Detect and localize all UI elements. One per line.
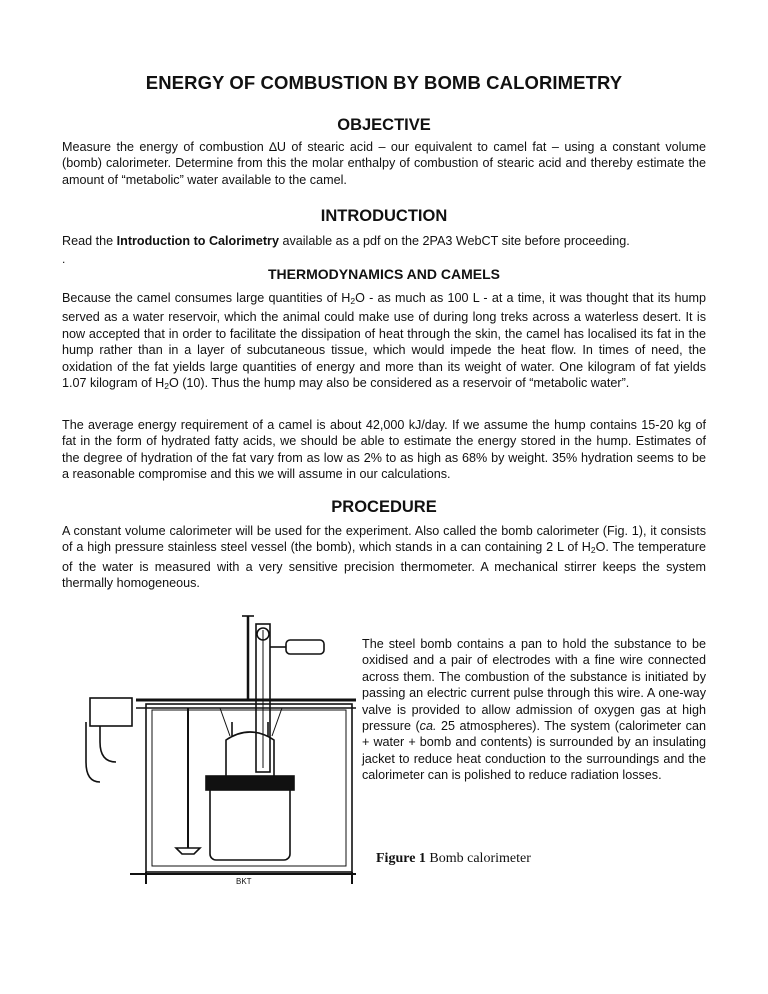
page-title: ENERGY OF COMBUSTION BY BOMB CALORIMETRY — [145, 72, 623, 93]
part-label: BKT — [236, 877, 252, 886]
bomb-calorimeter-figure — [60, 612, 360, 892]
thermodynamics-heading: THERMODYNAMICS AND CAMELS — [267, 266, 501, 282]
intro-text-end: available as a pdf on the 2PA3 WebCT site before proceeding. — [278, 234, 630, 248]
objective-heading: OBJECTIVE — [337, 116, 431, 134]
objective-text-end: of stearic acid – our equivalent to camel fat – using a constant volume (bomb) calorimeter. Determine from this the molar enthalpy of combustion of stearic acid and thereby estimate the amount of “metabolic” water available to the camel. — [62, 140, 706, 187]
can-rim — [206, 776, 294, 790]
intro-text-start: Read the — [62, 234, 117, 248]
lead-wire — [220, 708, 230, 736]
camel-paragraph-1 — [62, 290, 706, 394]
camel-p1-text-b: O - as much as 100 L - at a time, it was thought that its hump served as a water reservoir, which the animal could make use of during long treks across a waterless desert. It is now accepted that in order to facilitate the dissipation of heat through the skin, the camel has localised its fat in the hump rather than in a layer of subcutaneous tissue, which would impede the heat flow. In times of need, the oxidation of the fat yields large quantities of energy and more than its weight of water. One kilogram of fat yields 1.07 kilogram of H — [62, 291, 706, 391]
figure-description — [362, 636, 706, 784]
introduction-heading: INTRODUCTION — [320, 207, 448, 225]
figure-description-text-a: The steel bomb contains a pan to hold the substance to be oxidised and a pair of electrodes with a fine wire connected across them. The combustion of the substance is initiated by passing an electric current pulse through this wire. A one-way valve is provided to allow admission of oxygen gas at high pressure ( — [362, 637, 706, 734]
figure-caption-text: Bomb calorimeter — [425, 851, 531, 866]
subscript-2: 2 — [590, 545, 596, 556]
camel-p1-text-c: O (10). Thus the hump may also be considered as a reservoir of “metabolic water”. — [168, 376, 630, 391]
subscript-2: 2 — [350, 296, 356, 306]
procedure-text-a: A constant volume calorimeter will be used for the experiment. Also called the bomb calorimeter (Fig. 1), it consists of a high pressure stainless steel vessel (the bomb), which stands in a can containing 2 L of H — [62, 524, 706, 555]
calorimeter-can — [210, 780, 290, 860]
objective-paragraph — [62, 139, 706, 188]
objective-text-start: Measure the energy of combustion — [62, 140, 270, 154]
lead-wire — [272, 708, 282, 736]
subscript-2: 2 — [164, 381, 169, 392]
procedure-heading: PROCEDURE — [331, 498, 437, 516]
camel-p1-text-a: Because the camel consumes large quantities of H — [62, 291, 351, 305]
stray-period: . — [62, 252, 66, 266]
introduction-paragraph — [62, 233, 706, 249]
delta-u-symbol: ∆U — [269, 140, 286, 154]
bomb-vessel — [226, 732, 274, 776]
stirrer-motor — [90, 698, 132, 726]
stirrer-blade — [176, 848, 200, 854]
figure-caption — [376, 851, 531, 867]
circa-abbreviation: ca. — [419, 719, 437, 734]
motor-cable — [100, 726, 116, 762]
intro-calorimetry-reference: Introduction to Calorimetry — [116, 234, 279, 248]
procedure-paragraph — [62, 523, 706, 592]
camel-paragraph-2: The average energy requirement of a camel is about 42,000 kJ/day. If we assume the hump contains 15-20 kg of fat in the form of hydrated fatty acids, we should be able to estimate the energy stored in the hump. Estimates of the degree of hydration of the fat vary from as low as 2% to as high as 68% by weight. 35% hydration seems to be a reasonable compromise and this we will assume in our calculations. — [62, 418, 706, 482]
procedure-text-b: O. The temperature of the water is measured with a very sensitive precision thermometer. A mechanical stirrer keeps the system thermally homogeneous. — [62, 540, 706, 591]
reading-lens — [286, 640, 324, 654]
figure-description-text-b: 25 atmospheres). The system (calorimeter can + water + bomb and contents) is surrounded by an insulating jacket to reduce heat conduction to the surroundings and the calorimeter can is polished to reduce radiation losses. — [362, 719, 706, 783]
figure-caption-label: Figure 1 — [376, 851, 426, 866]
power-cord — [86, 722, 100, 782]
